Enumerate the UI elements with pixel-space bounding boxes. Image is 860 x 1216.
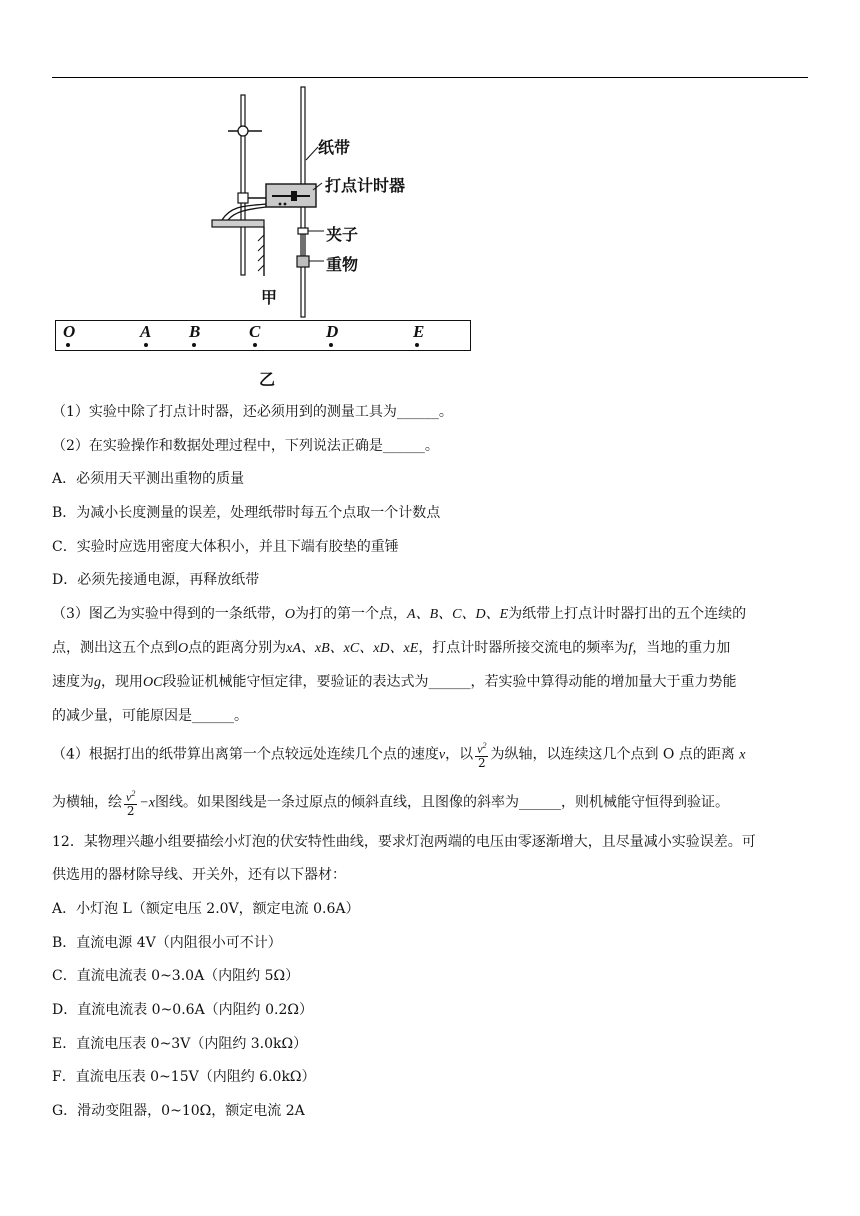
tape-dot [329, 343, 333, 347]
q12-option-b: B．直流电源 4V（内阻很小可不计） [52, 935, 282, 951]
tape-dot [253, 343, 257, 347]
label-clip: 夹子 [326, 225, 359, 244]
label-tape: 纸带 [318, 138, 351, 157]
tape-point-d: D [326, 322, 339, 341]
tape-dot [66, 343, 70, 347]
tape-point-b: B [189, 322, 201, 341]
apparatus-figure [0, 0, 860, 320]
label-weight: 重物 [326, 255, 359, 274]
paper-tape [55, 320, 471, 351]
q12-option-g: G．滑动变阻器，0~10Ω，额定电流 2A [52, 1103, 305, 1119]
q11-part3-line3: 速度为g，现用OC段验证机械能守恒定律，要验证的表达式为______，若实验中算得动能的增加量大于重力势能 [52, 674, 737, 690]
label-fig-b: 乙 [259, 370, 276, 389]
q11-option-c: C．实验时应选用密度大体积小，并且下端有胶垫的重锤 [52, 539, 399, 555]
fraction-v2-over-2: $\frac{v^2}{2}$ [477, 741, 487, 770]
tape-point-c: C [249, 322, 261, 341]
q12-option-d: D．直流电流表 0~0.6A（内阻约 0.2Ω） [52, 1002, 314, 1018]
tape-dot [192, 343, 196, 347]
q11-option-a: A．必须用天平测出重物的质量 [52, 471, 245, 487]
q11-option-b: B．为减小长度测量的误差，处理纸带时每五个点取一个计数点 [52, 505, 441, 521]
label-fig-a: 甲 [261, 288, 278, 307]
q11-part3-line4: 的减少量，可能原因是______。 [52, 708, 248, 724]
tape-dot [415, 343, 419, 347]
tape-point-e: E [413, 322, 425, 341]
q11-part2: （2）在实验操作和数据处理过程中，下列说法正确是______。 [52, 438, 439, 454]
q11-part4-line2: 为横轴，绘 $\frac{v^2}{2}$ −x图线。如果图线是一条过原点的倾斜直线，且图像的斜率为______，则机械能守恒得到验证。 [52, 789, 729, 818]
q12-option-a: A．小灯泡 L（额定电压 2.0V，额定电流 0.6A） [52, 901, 360, 917]
q11-option-d: D．必须先接通电源，再释放纸带 [52, 572, 260, 588]
tape-point-a: A [140, 322, 152, 341]
tape-dot [144, 343, 148, 347]
q12-option-e: E．直流电压表 0~3V（内阻约 3.0kΩ） [52, 1036, 308, 1052]
q12-stem-line1: 12．某物理兴趣小组要描绘小灯泡的伏安特性曲线，要求灯泡两端的电压由零逐渐增大，且尽量减小实验误差。可 [52, 834, 756, 850]
label-timer: 打点计时器 [325, 176, 406, 195]
q12-option-c: C．直流电流表 0~3.0A（内阻约 5Ω） [52, 968, 300, 984]
q11-part3-line2: 点，测出这五个点到O点的距离分别为xA、xB、xC、xD、xE，打点计时器所接交流电的频率为f，当地的重力加 [52, 640, 731, 656]
q12-option-f: F．直流电压表 0~15V（内阻约 6.0kΩ） [52, 1069, 316, 1085]
fraction-v2-over-2: $\frac{v^2}{2}$ [126, 789, 136, 818]
q12-stem-line2: 供选用的器材除导线、开关外，还有以下器材： [52, 867, 346, 883]
tape-point-o: O [63, 322, 76, 341]
q11-part4-line1: （4）根据打出的纸带算出离第一个点较远处连续几个点的速度v，以 $\frac{v^2}{2}$ 为纵轴，以连续这几个点到 O 点的距离 x [52, 741, 746, 770]
q11-part3-line1: （3）图乙为实验中得到的一条纸带，O为打的第一个点，A、B、C、D、E为纸带上打点计时器打出的五个连续的 [52, 606, 747, 622]
q11-part1: （1）实验中除了打点计时器，还必须用到的测量工具为______。 [52, 404, 453, 420]
